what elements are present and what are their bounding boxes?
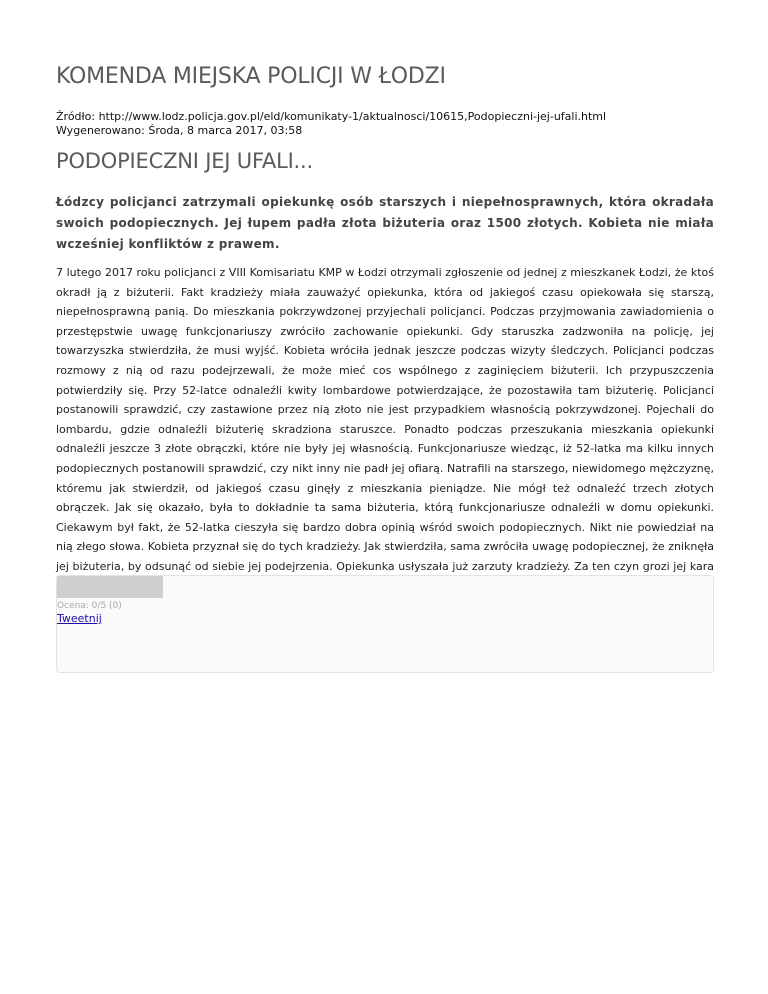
tweet-link[interactable]: Tweetnij [57,612,102,625]
generated-date: Wygenerowano: Środa, 8 marca 2017, 03:58 [56,124,303,137]
rating-box [56,575,714,673]
rating-text: Ocena: 0/5 (0) [57,601,122,611]
article-title: PODOPIECZNI JEJ UFALI... [56,149,313,173]
rating-stars-bar[interactable] [57,576,163,598]
source-url: Źródło: http://www.lodz.policja.gov.pl/eld/komunikaty-1/aktualnosci/10615,Podopieczni-jej-ufali.html [56,110,607,123]
site-title: KOMENDA MIEJSKA POLICJI W ŁODZI [56,64,446,89]
article-lead: Łódzcy policjanci zatrzymali opiekunkę osób starszych i niepełnosprawnych, która okradała swoich podopiecznych. Jej łupem padła złota biżuteria oraz 1500 złotych. Kobieta nie miała wcześniej konfliktów z prawem. [56,195,714,251]
article-body: 7 lutego 2017 roku policjanci z VIII Komisariatu KMP w Łodzi otrzymali zgłoszenie od jednej z mieszkanek Łodzi, że ktoś okradł ją z biżuterii. Fakt kradzieży miała zauważyć opiekunka, która od jakiegoś czasu opiekowała się starszą, niepełnosprawną panią. Do mieszkania pokrzywdzonej przyjechali policjanci. Podczas przyjmowania zawiadomienia o przestępstwie uwagę funkcjonariuszy zwróciło zachowanie opiekunki. Gdy staruszka zadzwoniła na policję, jej towarzyszka stwierdziła, że musi wyjść. Kobieta wróciła jednak jeszcze podczas wizyty śledczych. Policjanci podczas rozmowy z nią od razu podejrzewali, że może mieć cos wspólnego z zaginięciem biżuterii. Ich przypuszczenia potwierdziły się. Przy 52-latce odnaleźli kwity lombardowe potwierdzające, że pozostawiła tam biżuterię. Policjanci postanowili sprawdzić, czy zastawione przez nią złoto nie jest przypadkiem własnością pokrzywdzonej. Pojechali do lombardu, gdzie odnaleźli biżuterię skradziona staruszce. Ponadto podczas przeszukania mieszkania opiekunki odnaleźli jeszcze 3 złote obrączki, które nie były jej własnością. Funkcjonariusze wiedząc, iż 52-latka ma kilku innych podopiecznych postanowili sprawdzić, czy nikt inny nie padł jej ofiarą. Natrafili na starszego, niewidomego mężczyznę, któremu jak stwierdził, od jakiegoś czasu ginęły z mieszkania pieniądze. Nie mógł też odnaleźć trzech złotych obrączek. Jak się okazało, była to dokładnie ta sama biżuteria, którą funkcjonariusze odnaleźli w domu opiekunki. Ciekawym był fakt, że 52-latka cieszyła się bardzo dobra opinią wśród swoich podopiecznych. Nikt nie powiedział na nią złego słowa. Kobieta przyznał się do tych kradzieży. Jak stwierdziła, sama zwróciła uwagę podopiecznej, że zniknęła jej biżuteria, by odsunąć od siebie jej podejrzenia. Opiekunka usłyszała już zarzuty kradzieży. Za ten czyn grozi jej kara [56,266,714,573]
meta-info [56,110,606,138]
